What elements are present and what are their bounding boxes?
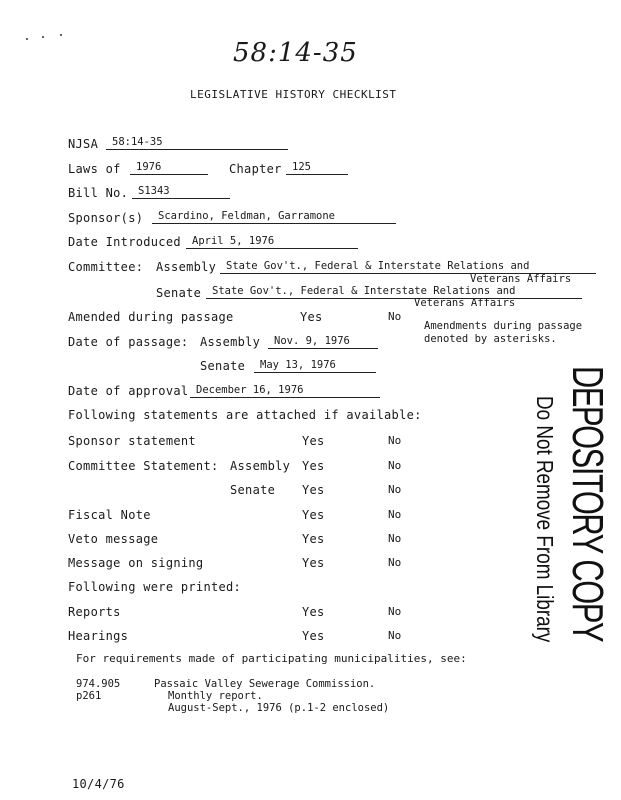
- sponsor-statement-yes: Yes: [302, 434, 325, 448]
- fiscal-note-label: Fiscal Note: [68, 508, 151, 522]
- stray-dot: [42, 36, 44, 38]
- laws-of-label: Laws of: [68, 162, 121, 176]
- committee-statement-assembly-yes: Yes: [302, 459, 325, 473]
- committee-senate-label: Senate: [156, 286, 202, 300]
- date-of-approval-label: Date of approval: [68, 384, 189, 398]
- following-statements-heading: Following statements are attached if available:: [68, 408, 422, 422]
- committee-assembly-value: State Gov't., Federal & Interstate Relations and: [220, 260, 596, 274]
- fiscal-note-yes: Yes: [302, 508, 325, 522]
- njsa-label: NJSA: [68, 137, 99, 151]
- stray-dot: [26, 38, 28, 40]
- amended-label: Amended during passage: [68, 310, 234, 324]
- chapter-value: 125: [286, 161, 348, 175]
- fiscal-note-no: No: [388, 508, 402, 521]
- footer-date: 10/4/76: [72, 777, 125, 791]
- call-number-2: p261: [76, 690, 102, 702]
- stray-dot: [60, 34, 62, 36]
- depository-stamp-subtitle: Do Not Remove From Library: [532, 396, 558, 643]
- amended-yes: Yes: [300, 310, 323, 324]
- sponsor-statement-no: No: [388, 434, 402, 447]
- hearings-label: Hearings: [68, 629, 129, 643]
- date-introduced-value: April 5, 1976: [186, 235, 358, 249]
- sponsor-statement-label: Sponsor statement: [68, 434, 196, 448]
- hearings-no: No: [388, 629, 402, 642]
- reports-no: No: [388, 605, 402, 618]
- hearings-yes: Yes: [302, 629, 325, 643]
- bill-no-label: Bill No.: [68, 186, 129, 200]
- veto-message-yes: Yes: [302, 532, 325, 546]
- njsa-value: 58:14-35: [106, 136, 288, 150]
- requirements-note: For requirements made of participating municipalities, see:: [76, 652, 467, 665]
- committee-assembly-label: Assembly: [156, 260, 217, 274]
- committee-statement-senate-no: No: [388, 483, 402, 496]
- veto-message-label: Veto message: [68, 532, 159, 546]
- message-on-signing-yes: Yes: [302, 556, 325, 570]
- reference-line1: Passaic Valley Sewerage Commission.: [154, 678, 376, 690]
- chapter-label: Chapter: [229, 162, 282, 176]
- depository-stamp-title: DEPOSITORY COPY: [563, 366, 612, 642]
- sponsors-value: Scardino, Feldman, Garramone: [152, 210, 396, 224]
- committee-label: Committee:: [68, 260, 144, 274]
- laws-of-value: 1976: [130, 161, 208, 175]
- veto-message-no: No: [388, 532, 402, 545]
- passage-senate-label: Senate: [200, 359, 246, 373]
- bill-no-value: S1343: [132, 185, 230, 199]
- committee-statement-assembly-label: Assembly: [230, 459, 291, 473]
- reference-line2: Monthly report.: [168, 690, 263, 702]
- committee-senate-value: State Gov't., Federal & Interstate Relations and: [206, 285, 582, 299]
- following-printed-heading: Following were printed:: [68, 580, 242, 594]
- handwritten-number: 58:14-35: [233, 38, 358, 68]
- passage-assembly-label: Assembly: [200, 335, 261, 349]
- reports-label: Reports: [68, 605, 121, 619]
- passage-assembly-value: Nov. 9, 1976: [268, 335, 378, 349]
- page-title: LEGISLATIVE HISTORY CHECKLIST: [190, 88, 397, 101]
- committee-statement-assembly-no: No: [388, 459, 402, 472]
- passage-senate-value: May 13, 1976: [254, 359, 376, 373]
- reference-line3: August-Sept., 1976 (p.1-2 enclosed): [168, 702, 390, 714]
- committee-statement-label: Committee Statement:: [68, 459, 219, 473]
- committee-senate-value-2: Veterans Affairs: [414, 297, 516, 309]
- message-on-signing-label: Message on signing: [68, 556, 204, 570]
- reports-yes: Yes: [302, 605, 325, 619]
- committee-statement-senate-yes: Yes: [302, 483, 325, 497]
- committee-assembly-value-2: Veterans Affairs: [470, 273, 572, 285]
- date-of-approval-value: December 16, 1976: [190, 384, 380, 398]
- sponsors-label: Sponsor(s): [68, 211, 144, 225]
- amendments-note-line2: denoted by asterisks.: [424, 333, 557, 345]
- amendments-note-line1: Amendments during passage: [424, 320, 583, 332]
- amended-no: No: [388, 310, 402, 323]
- message-on-signing-no: No: [388, 556, 402, 569]
- call-number-1: 974.905: [76, 678, 121, 690]
- date-introduced-label: Date Introduced: [68, 235, 181, 249]
- committee-statement-senate-label: Senate: [230, 483, 276, 497]
- date-of-passage-label: Date of passage:: [68, 335, 189, 349]
